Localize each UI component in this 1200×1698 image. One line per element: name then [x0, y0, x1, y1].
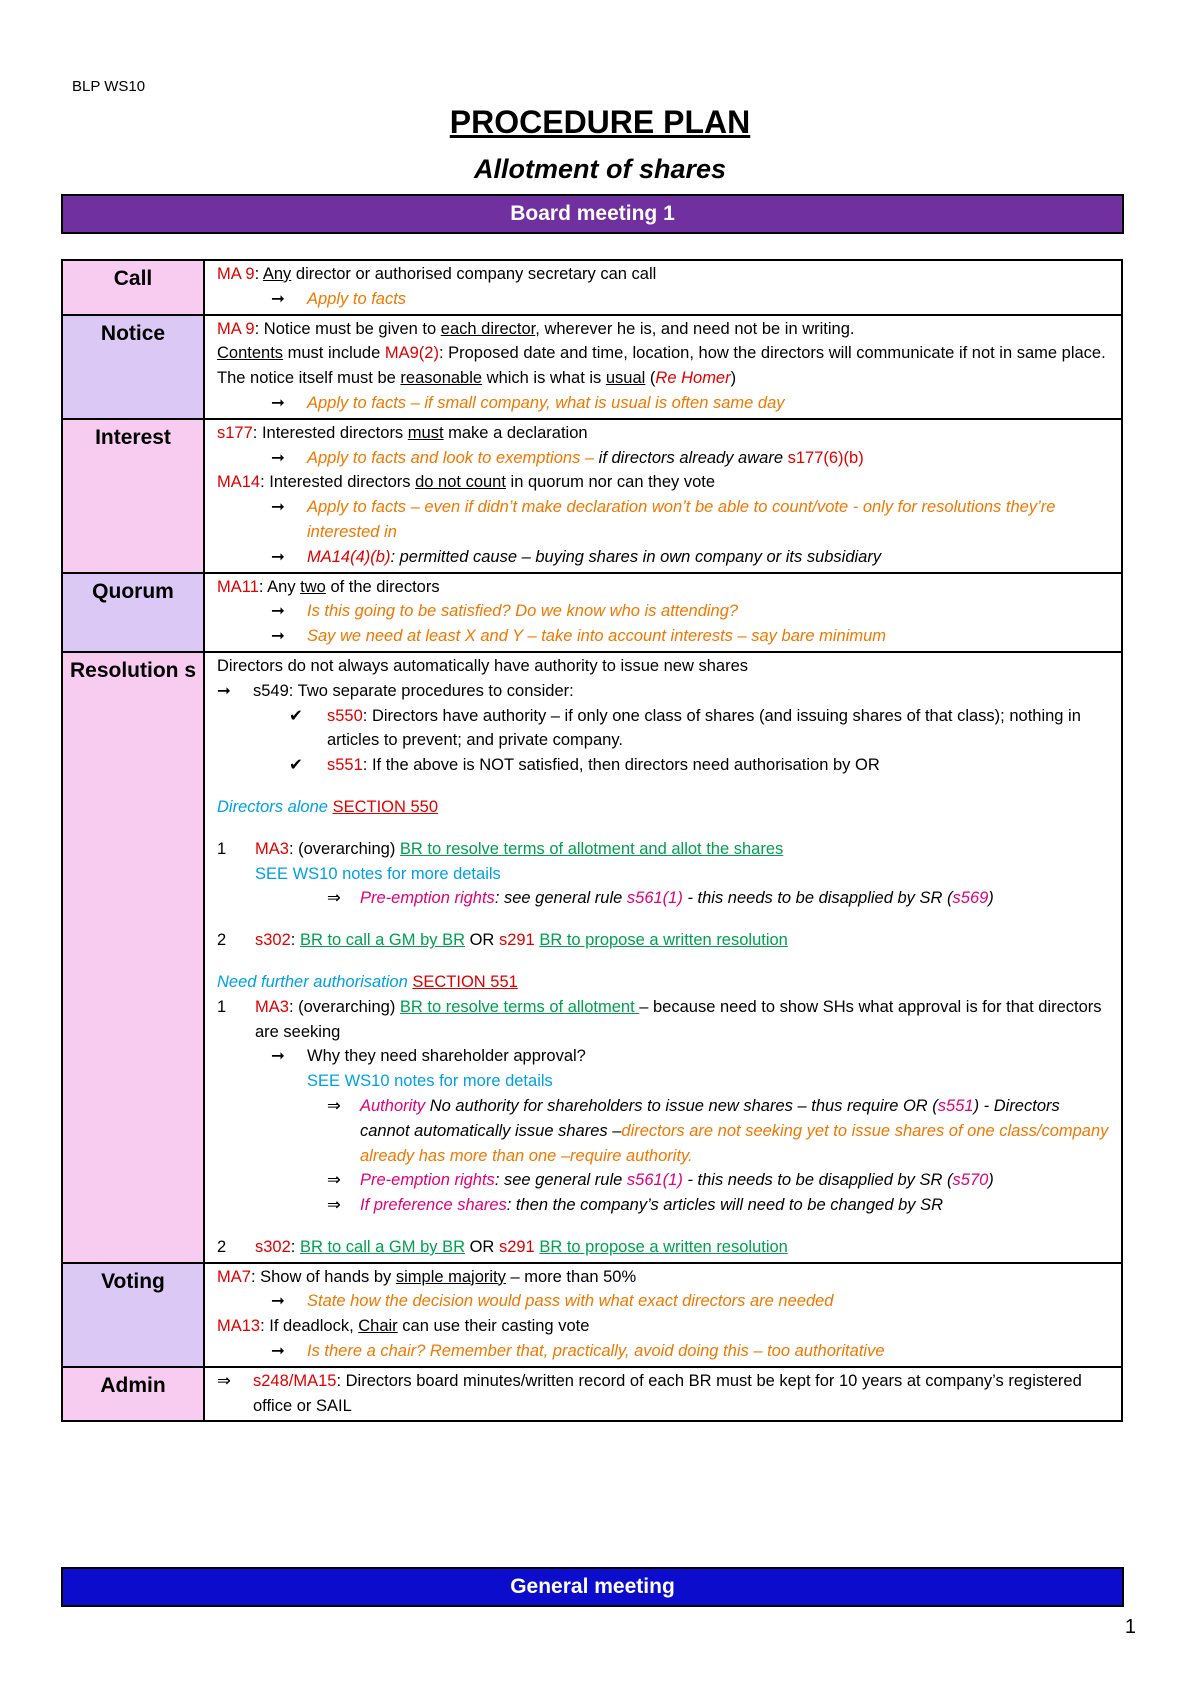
content-line: MA11: Any two of the directors [217, 577, 440, 596]
numbered-item: 1 MA3: (overarching) BR to resolve terms of allotment and allot the shares [217, 839, 784, 858]
double-arrow-icon: ⇒ [327, 1096, 341, 1115]
content-line: ⇒ Pre-emption rights: see general rule s561(1) - this needs to be disapplied by SR (s570) [217, 1168, 1113, 1193]
row-label: Voting [62, 1263, 204, 1367]
content-line: The notice itself must be reasonable which is what is usual (Re Homer) [217, 369, 737, 388]
content-line: ⇒ s248/MA15: Directors board minutes/written record of each BR must be kept for 10 years at company’s registered office or SAIL [217, 1369, 1113, 1419]
row-content [204, 419, 1122, 573]
row-content [204, 652, 1122, 1263]
content-line: ➞ Apply to facts and look to exemptions – if directors already aware s177(6)(b) [217, 446, 1113, 471]
content-line: Need further authorisation SECTION 551 [217, 972, 518, 991]
table-row-interest [62, 419, 1122, 573]
table-row-voting [62, 1263, 1122, 1367]
content-line: MA 9: Any director or authorised company secretary can call [217, 265, 657, 283]
content-line: MA 9: Notice must be given to each director, wherever he is, and need not be in writing. [217, 319, 855, 338]
arrow-right-icon: ➞ [271, 627, 285, 646]
row-label: Resolution s [62, 652, 204, 1263]
row-content [204, 315, 1122, 419]
content-line: ⇒ Authority No authority for shareholders to issue new shares – thus require OR (s551) - Directors cannot automatically issue shares –directors are not seeking yet to issue shares of one class/company already has more than one –require authority. [217, 1094, 1113, 1168]
row-content [204, 573, 1122, 652]
numbered-item: 2 s302: BR to call a GM by BR OR s291 BR to propose a written resolution [217, 1237, 788, 1256]
content-line: ⇒ If preference shares: then the company’s articles will need to be changed by SR [217, 1193, 1113, 1218]
arrow-right-icon: ➞ [271, 547, 285, 566]
content-line: ✔ s550: Directors have authority – if only one class of shares (and issuing shares of that class); nothing in articles to prevent; and private company. [217, 704, 1113, 754]
content-line: MA13: If deadlock, Chair can use their casting vote [217, 1317, 590, 1336]
content-line: ➞ Why they need shareholder approval? [217, 1044, 1113, 1069]
numbered-item: 2 s302: BR to call a GM by BR OR s291 BR to propose a written resolution [217, 931, 788, 950]
table-row-call [62, 260, 1122, 315]
content-line: Contents must include MA9(2): Proposed date and time, location, how the directors will communicate if not in same place. [217, 344, 1106, 363]
table-row-resolutions [62, 652, 1122, 1263]
arrow-right-icon: ➞ [271, 448, 285, 467]
content-line: ➞ s549: Two separate procedures to consider: [217, 679, 1113, 704]
content-line: ➞ Is this going to be satisfied? Do we know who is attending? [217, 599, 1113, 624]
content-line: ➞ Apply to facts – even if didn’t make declaration won’t be able to count/vote - only for resolutions they’re interested in [217, 495, 1113, 545]
row-content [204, 1263, 1122, 1367]
arrow-right-icon: ➞ [271, 1292, 285, 1311]
content-line: MA7: Show of hands by simple majority – more than 50% [217, 1267, 637, 1286]
arrow-right-icon: ➞ [271, 498, 285, 517]
content-line: SEE WS10 notes for more details [307, 1072, 553, 1091]
document-header: BLP WS10 [72, 78, 146, 95]
arrow-right-icon: ➞ [271, 602, 285, 621]
row-label: Quorum [62, 573, 204, 652]
arrow-right-icon: ➞ [271, 1047, 285, 1066]
page-subtitle: Allotment of shares [473, 154, 727, 184]
table-row-notice [62, 315, 1122, 419]
content-line: ➞ Is there a chair? Remember that, practically, avoid doing this – too authoritative [217, 1339, 1113, 1364]
arrow-right-icon: ➞ [271, 393, 285, 412]
content-line: SEE WS10 notes for more details [255, 864, 501, 883]
arrow-right-icon: ➞ [217, 681, 231, 700]
table-row-admin [62, 1367, 1122, 1422]
procedure-table [61, 259, 1123, 1422]
row-label: Interest [62, 419, 204, 573]
check-icon: ✔ [289, 756, 303, 775]
row-label: Notice [62, 315, 204, 419]
content-line: Directors do not always automatically have authority to issue new shares [217, 656, 749, 675]
arrow-right-icon: ➞ [271, 289, 285, 308]
content-line: ➞ MA14(4)(b): permitted cause – buying shares in own company or its subsidiary [217, 545, 1113, 570]
content-line: ⇒ Pre-emption rights: see general rule s561(1) - this needs to be disapplied by SR (s569) [217, 886, 1113, 911]
row-label: Call [62, 260, 204, 315]
numbered-item: 1 MA3: (overarching) BR to resolve terms of allotment – because need to show SHs what approval is for that directors are seeking [217, 997, 1102, 1041]
row-content [204, 1367, 1122, 1422]
content-line: Directors alone SECTION 550 [217, 797, 439, 816]
row-content [204, 260, 1122, 315]
content-line: ➞ Say we need at least X and Y – take into account interests – say bare minimum [217, 624, 1113, 649]
content-line: ➞ Apply to facts – if small company, what is usual is often same day [217, 391, 1113, 416]
page-title: PROCEDURE PLAN [449, 104, 751, 140]
content-line: ➞ State how the decision would pass with what exact directors are needed [217, 1289, 1113, 1314]
check-icon: ✔ [289, 706, 303, 725]
content-line: ➞ Apply to facts [217, 287, 1113, 312]
section-band-board-meeting: Board meeting 1 [61, 194, 1124, 234]
double-arrow-icon: ⇒ [327, 1196, 341, 1215]
section-band-general-meeting: General meeting [61, 1567, 1124, 1607]
page-number: 1 [1124, 1616, 1136, 1638]
table-row-quorum [62, 573, 1122, 652]
content-line: s177: Interested directors must make a declaration [217, 423, 588, 442]
content-line: MA14: Interested directors do not count in quorum nor can they vote [217, 473, 716, 492]
double-arrow-icon: ⇒ [327, 1171, 341, 1190]
arrow-right-icon: ➞ [271, 1342, 285, 1361]
row-label: Admin [62, 1367, 204, 1422]
double-arrow-icon: ⇒ [327, 889, 341, 908]
content-line: ✔ s551: If the above is NOT satisfied, then directors need authorisation by OR [217, 753, 1113, 778]
double-arrow-icon: ⇒ [217, 1371, 231, 1390]
